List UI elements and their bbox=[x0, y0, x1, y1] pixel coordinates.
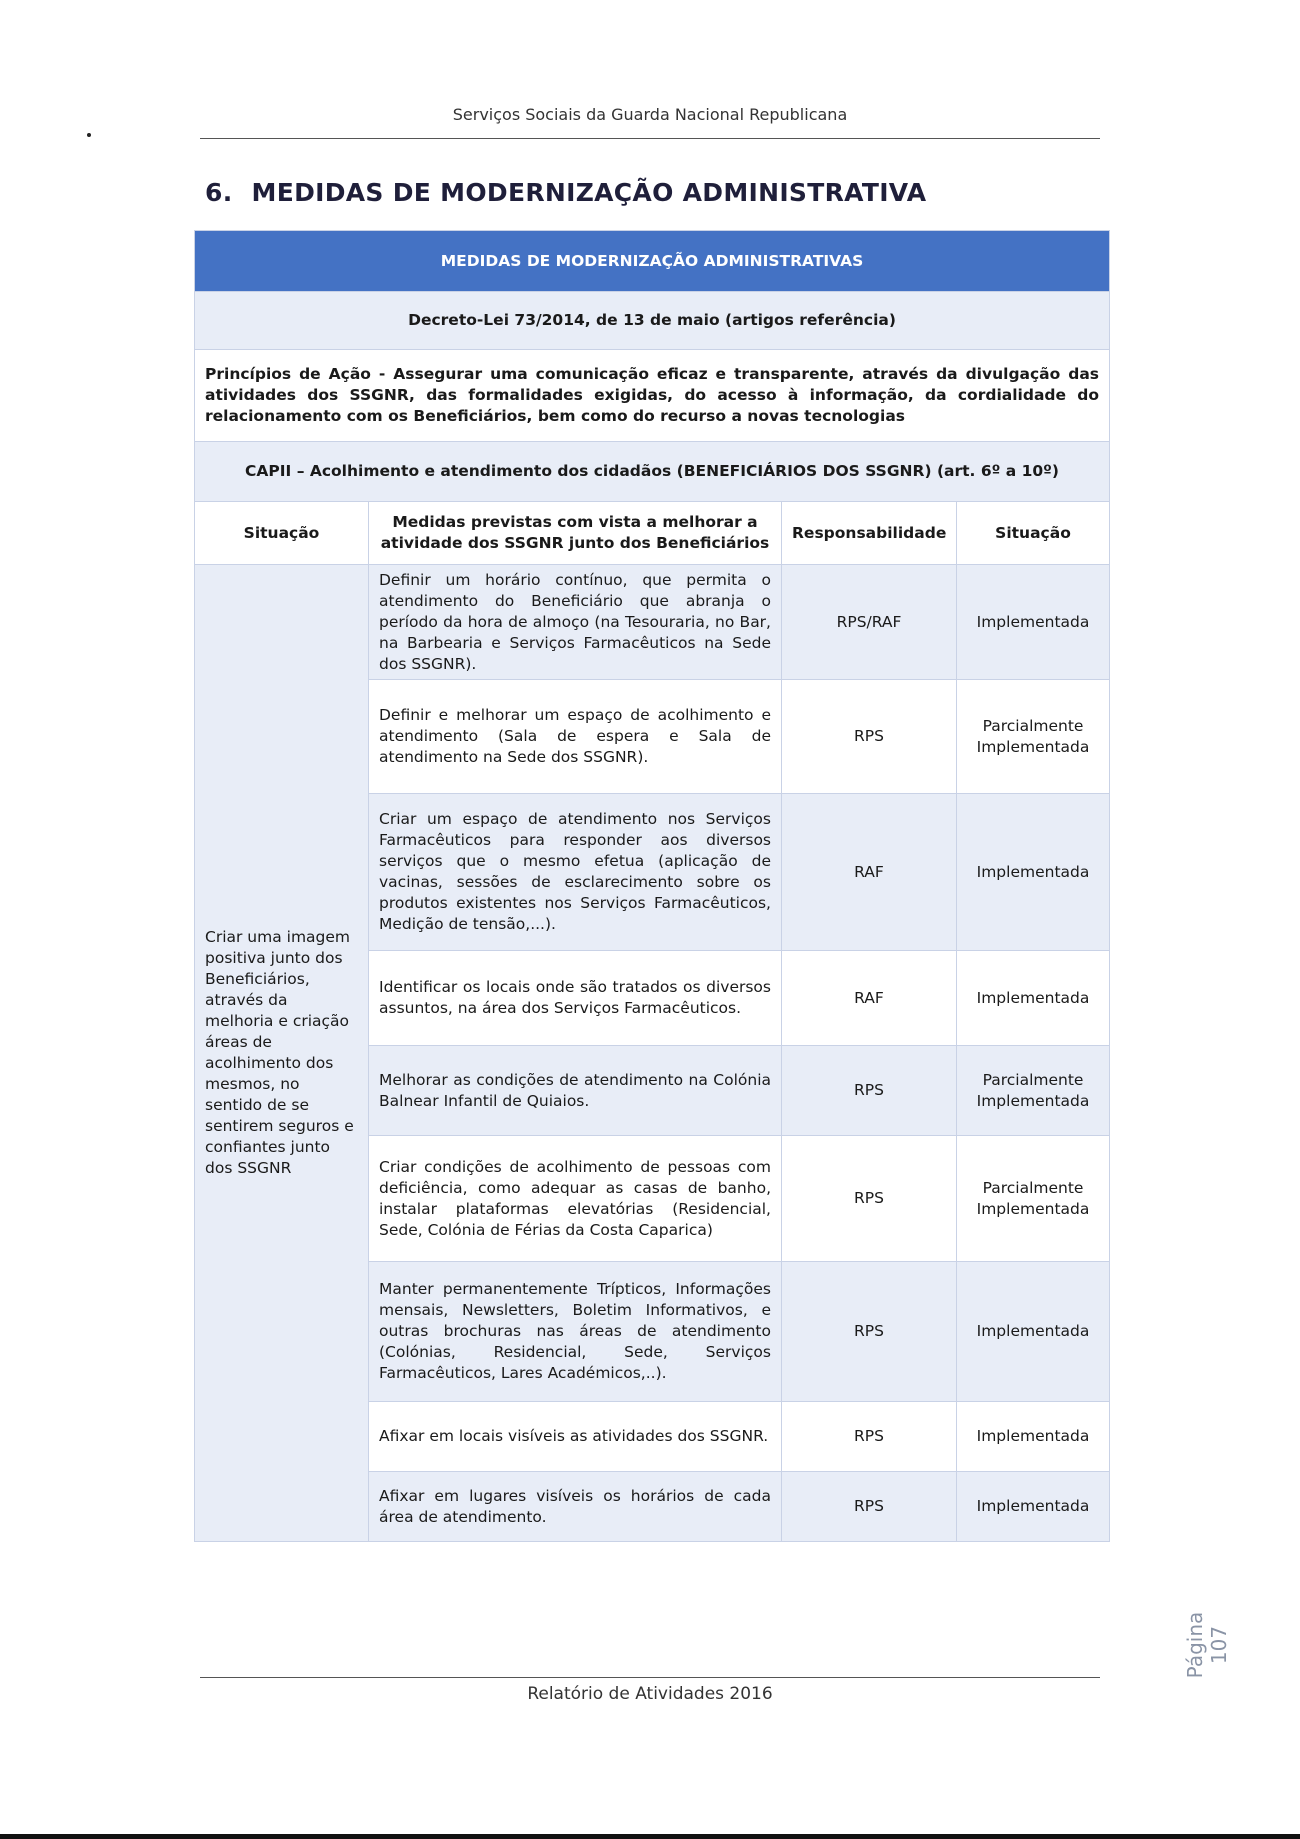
chapter-heading: CAPII – Acolhimento e atendimento dos cidadãos (BENEFICIÁRIOS DOS SSGNR) (art. 6º a 10º) bbox=[195, 442, 1110, 502]
status-cell: Parcialmente Implementada bbox=[957, 680, 1110, 794]
footer-rule bbox=[200, 1677, 1100, 1678]
measures-table bbox=[194, 230, 1110, 1542]
status-cell: Implementada bbox=[957, 1262, 1110, 1402]
responsibility-cell: RAF bbox=[782, 951, 957, 1046]
page-number: Página 107 bbox=[1183, 1611, 1231, 1679]
page-footer: Relatório de Atividades 2016 bbox=[527, 1684, 773, 1704]
status-cell: Implementada bbox=[957, 951, 1110, 1046]
principles-of-action: Princípios de Ação - Assegurar uma comunicação eficaz e transparente, através da divulgação das atividades dos SSGNR, das formalidades exigidas, do acesso à informação, da cordialidade do relacionamento com os Beneficiários, bem como do recurso a novas tecnologias bbox=[195, 350, 1110, 442]
scan-edge-bar bbox=[0, 1834, 1300, 1839]
measure-cell: Identificar os locais onde são tratados os diversos assuntos, na área dos Serviços Farmacêuticos. bbox=[369, 951, 782, 1046]
measure-cell: Criar condições de acolhimento de pessoas com deficiência, como adequar as casas de banho, instalar plataformas elevatórias (Residencial, Sede, Colónia de Férias da Costa Caparica) bbox=[369, 1136, 782, 1262]
decree-reference: Decreto-Lei 73/2014, de 13 de maio (artigos referência) bbox=[195, 292, 1110, 350]
header-rule bbox=[200, 138, 1100, 139]
responsibility-cell: RPS bbox=[782, 1046, 957, 1136]
status-cell: Parcialmente Implementada bbox=[957, 1136, 1110, 1262]
page-header: Serviços Sociais da Guarda Nacional Republicana bbox=[452, 105, 848, 124]
responsibility-cell: RPS bbox=[782, 1136, 957, 1262]
measure-cell: Afixar em lugares visíveis os horários de cada área de atendimento. bbox=[369, 1472, 782, 1542]
measure-cell: Definir e melhorar um espaço de acolhimento e atendimento (Sala de espera e Sala de atendimento na Sede dos SSGNR). bbox=[369, 680, 782, 794]
status-cell: Parcialmente Implementada bbox=[957, 1046, 1110, 1136]
measure-cell: Afixar em locais visíveis as atividades dos SSGNR. bbox=[369, 1402, 782, 1472]
measure-cell: Definir um horário contínuo, que permita o atendimento do Beneficiário que abranja o período da hora de almoço (na Tesouraria, no Bar, na Barbearia e Serviços Farmacêuticos na Sede dos SSGNR). bbox=[369, 565, 782, 680]
status-cell: Implementada bbox=[957, 1472, 1110, 1542]
section-number: 6. bbox=[205, 178, 233, 207]
status-cell: Implementada bbox=[957, 1402, 1110, 1472]
measure-cell: Melhorar as condições de atendimento na Colónia Balnear Infantil de Quiaios. bbox=[369, 1046, 782, 1136]
measure-cell: Manter permanentemente Trípticos, Informações mensais, Newsletters, Boletim Informativos, e outras brochuras nas áreas de atendimento (Colónias, Residencial, Sede, Serviços Farmacêuticos, Lares Académicos,..). bbox=[369, 1262, 782, 1402]
responsibility-cell: RPS bbox=[782, 1262, 957, 1402]
responsibility-cell: RAF bbox=[782, 794, 957, 951]
col-header-responsibility: Responsabilidade bbox=[782, 502, 957, 565]
table-row bbox=[195, 565, 1110, 680]
situation-cell: Criar uma imagem positiva junto dos Beneficiários, através da melhoria e criação áreas de acolhimento dos mesmos, no sentido de se sentirem seguros e confiantes junto dos SSGNR bbox=[195, 565, 369, 1542]
responsibility-cell: RPS bbox=[782, 1472, 957, 1542]
status-cell: Implementada bbox=[957, 794, 1110, 951]
section-title bbox=[205, 178, 926, 207]
responsibility-cell: RPS/RAF bbox=[782, 565, 957, 680]
scan-dot bbox=[87, 133, 91, 137]
measure-cell: Criar um espaço de atendimento nos Serviços Farmacêuticos para responder aos diversos serviços que o mesmo efetua (aplicação de vacinas, sessões de esclarecimento sobre os produtos existentes nos Serviços Farmacêuticos, Medição de tensão,...). bbox=[369, 794, 782, 951]
responsibility-cell: RPS bbox=[782, 1402, 957, 1472]
section-heading: MEDIDAS DE MODERNIZAÇÃO ADMINISTRATIVA bbox=[251, 178, 927, 207]
status-cell: Implementada bbox=[957, 565, 1110, 680]
responsibility-cell: RPS bbox=[782, 680, 957, 794]
table-banner: MEDIDAS DE MODERNIZAÇÃO ADMINISTRATIVAS bbox=[195, 231, 1110, 292]
col-header-measures: Medidas previstas com vista a melhorar a atividade dos SSGNR junto dos Beneficiários bbox=[369, 502, 782, 565]
col-header-status: Situação bbox=[957, 502, 1110, 565]
col-header-situation: Situação bbox=[195, 502, 369, 565]
